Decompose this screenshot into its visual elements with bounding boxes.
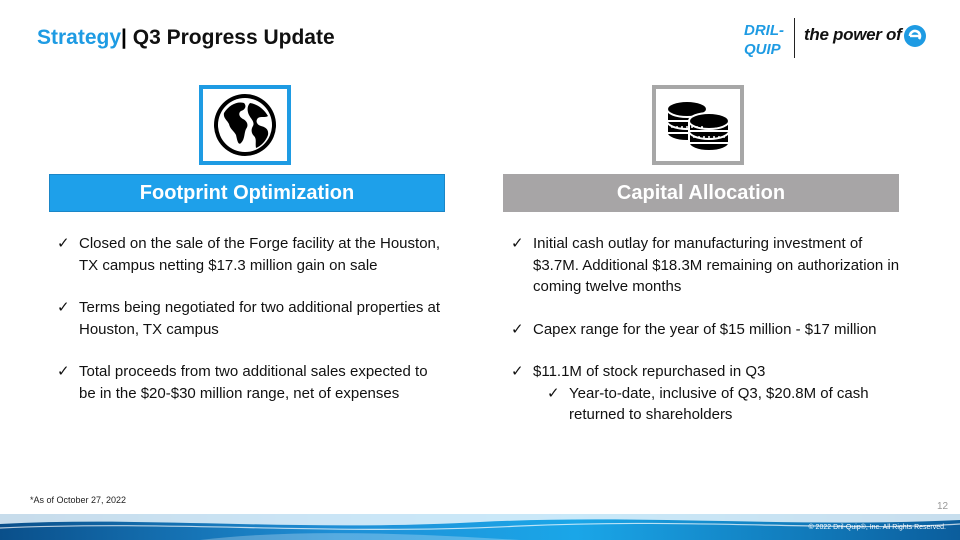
list-item: ✓ Initial cash outlay for manufacturing investment of $3.7M. Additional $18.3M remaining on authorization in coming twelve months [511, 235, 900, 295]
check-icon: ✓ [57, 299, 70, 316]
logo-mark-line1: DRIL- [744, 22, 784, 39]
footprint-bullet-list [57, 233, 447, 425]
footprint-optimization-heading: Footprint Optimization [49, 174, 445, 212]
sub-list-item: ✓ Year-to-date, inclusive of Q3, $20.8M of cash returned to shareholders [547, 384, 869, 423]
title-separator: | [121, 26, 127, 49]
check-icon: ✓ [511, 320, 524, 338]
check-icon: ✓ [57, 363, 70, 380]
footnote: *As of October 27, 2022 [30, 495, 127, 505]
list-item: ✓ Closed on the sale of the Forge facility at the Houston, TX campus netting $17.3 million gain on sale [57, 235, 441, 274]
coins-icon [663, 95, 733, 155]
logo-tagline: the power of [804, 25, 902, 44]
list-item: ✓ Total proceeds from two additional sales expected to be in the $20-$30 million range, net of expenses [57, 363, 428, 402]
check-icon: ✓ [57, 235, 70, 252]
logo-mark-line2: QUIP [744, 41, 781, 58]
company-logo [740, 18, 930, 58]
logo-divider [794, 18, 795, 58]
globe-icon-frame [199, 85, 291, 165]
coins-icon-frame [652, 85, 744, 165]
capital-allocation-heading: Capital Allocation [503, 174, 899, 212]
page-title [37, 26, 335, 50]
dril-quip-logo-mark [742, 18, 788, 58]
title-text: Q3 Progress Update [126, 26, 335, 49]
page-number: 12 [937, 501, 949, 512]
copyright-notice: © 2022 Dril-Quip®, Inc. All Rights Reserved. [808, 524, 946, 531]
list-item: ✓ Capex range for the year of $15 million - $17 million [511, 319, 901, 341]
check-icon: ✓ [511, 235, 524, 252]
power-e-icon [903, 24, 927, 48]
list-item: ✓ $11.1M of stock repurchased in Q3 [511, 361, 901, 383]
capital-bullet-list [511, 233, 901, 447]
title-accent: Strategy [37, 26, 122, 49]
check-icon: ✓ [547, 384, 560, 402]
check-icon: ✓ [511, 363, 524, 380]
list-item: ✓ Terms being negotiated for two additional properties at Houston, TX campus [57, 299, 441, 338]
globe-icon [211, 91, 279, 159]
